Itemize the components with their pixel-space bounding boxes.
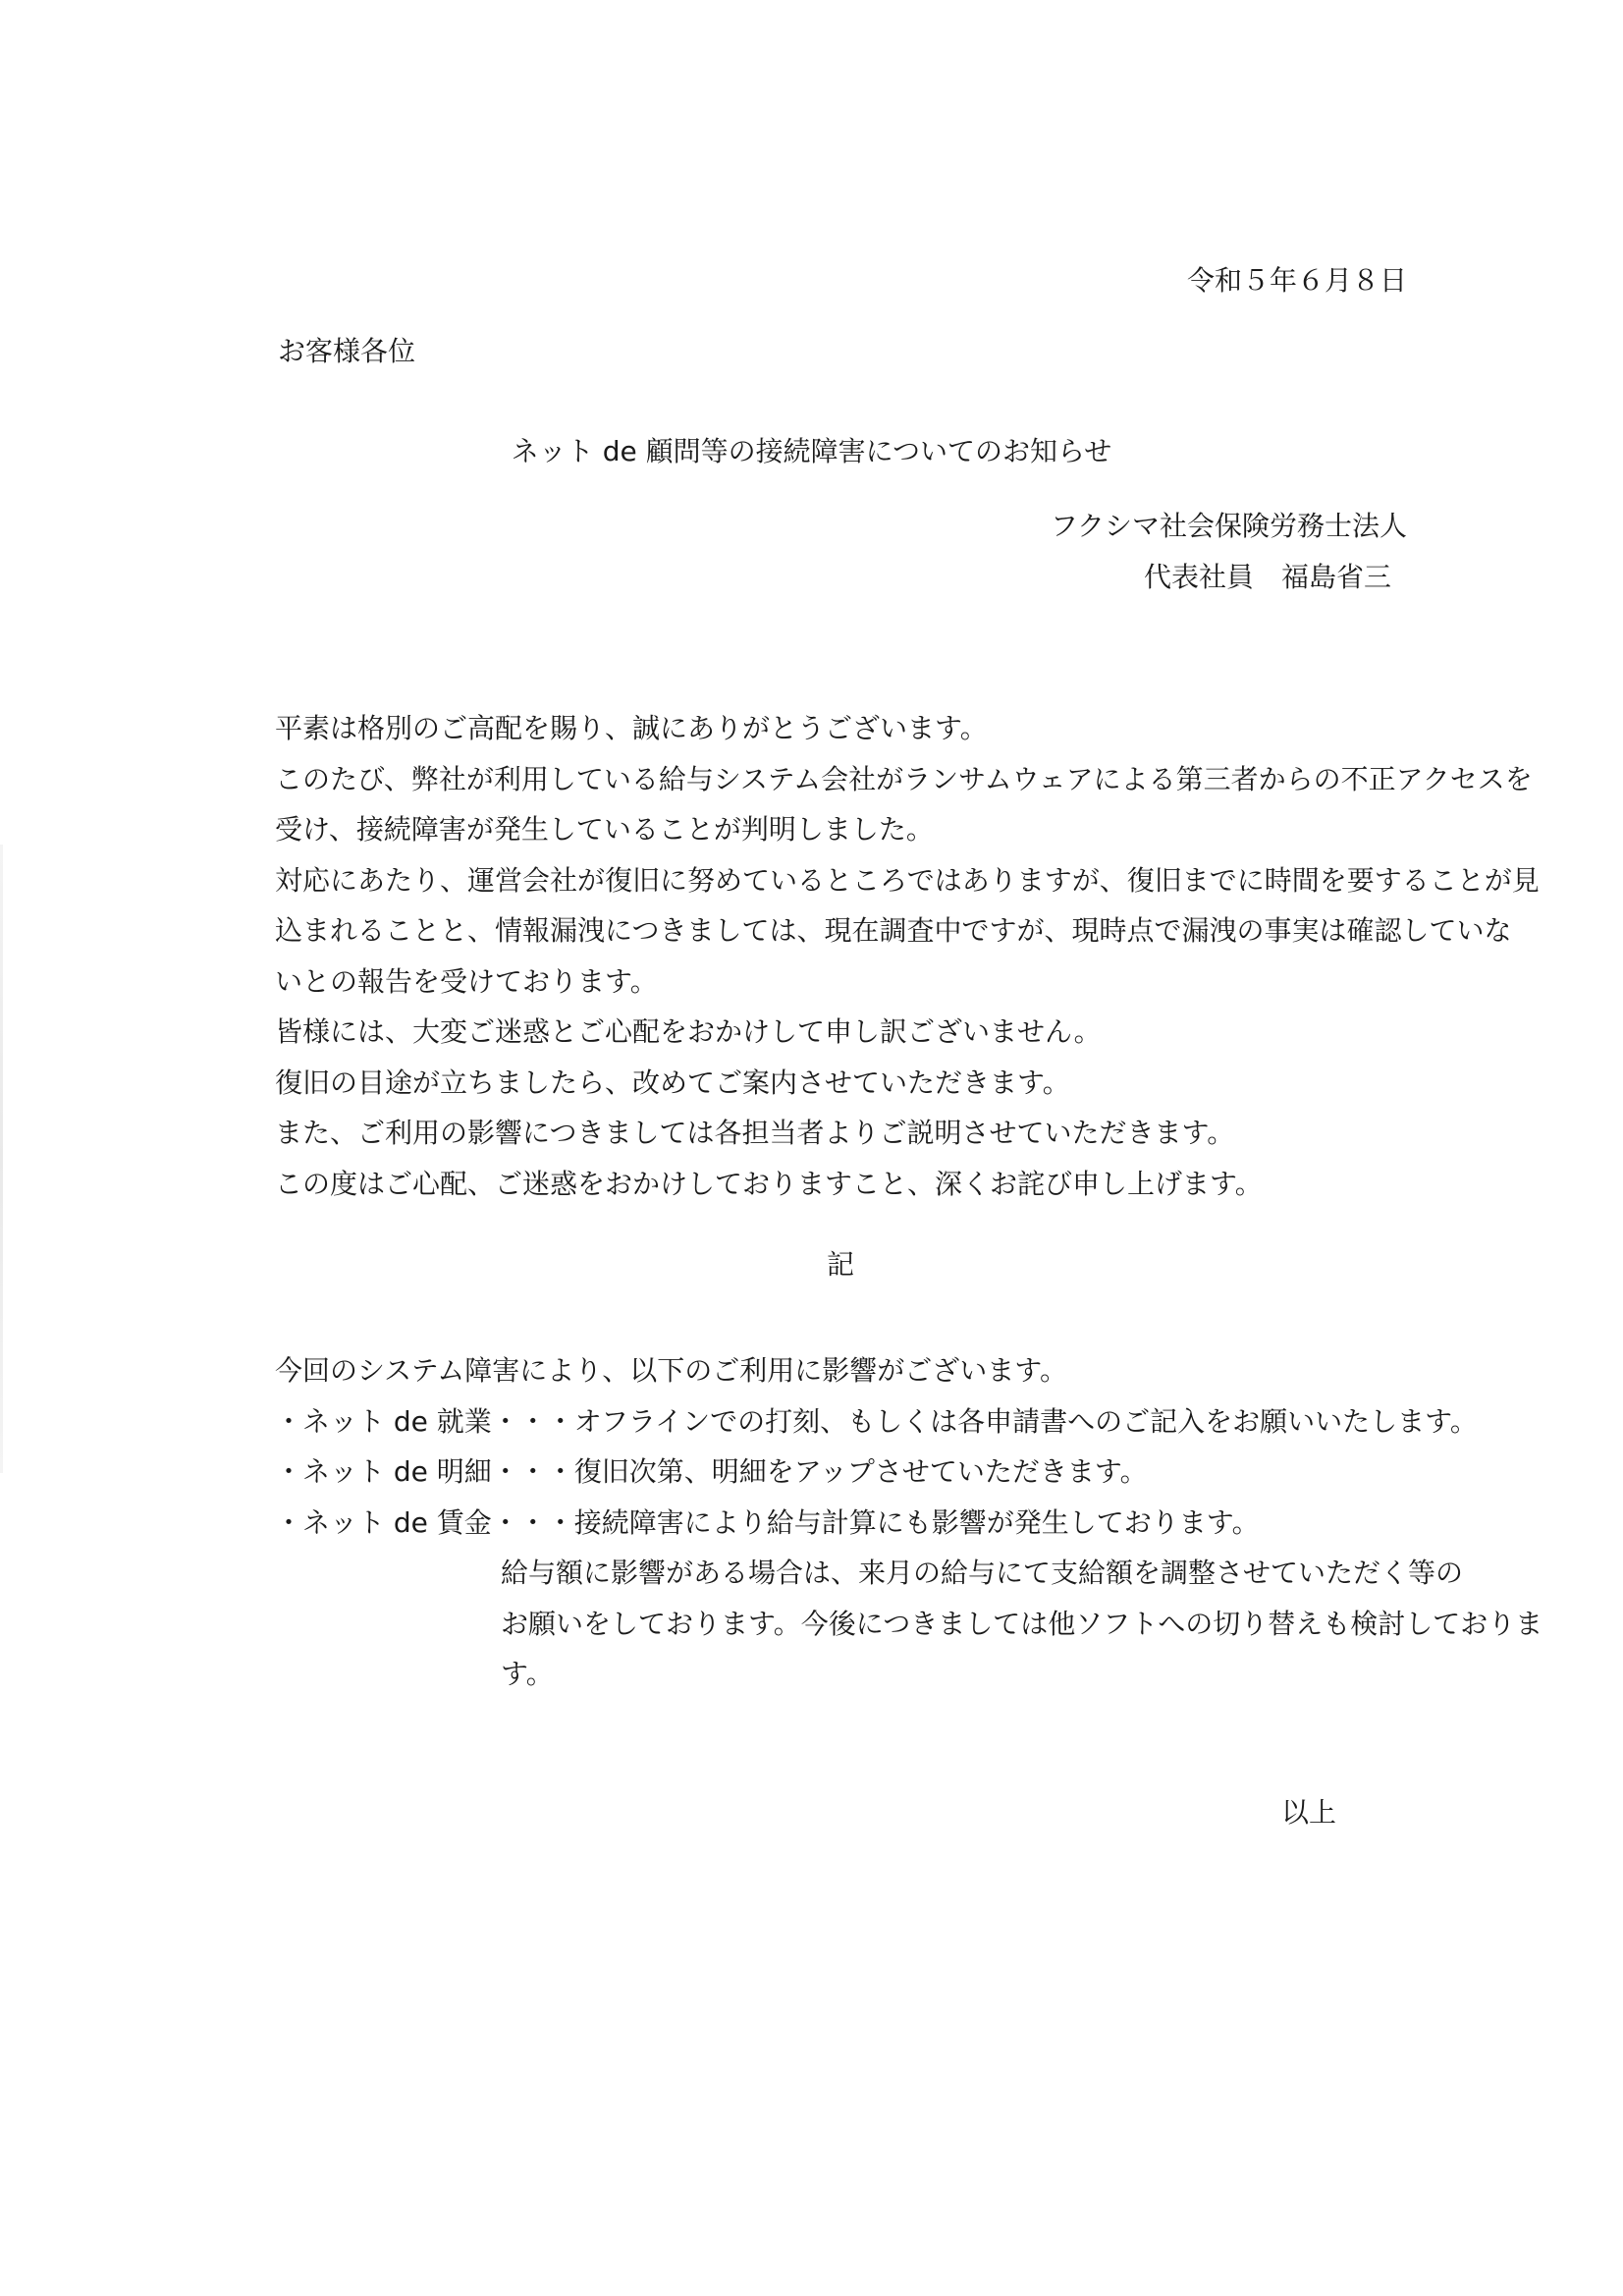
body-paragraph xyxy=(275,703,1540,1209)
document-date: 令和５年６月８日 xyxy=(1186,264,1407,297)
notes-item-chingin-continuation xyxy=(501,1548,1542,1700)
sender-representative: 代表社員 福島省三 xyxy=(1143,561,1391,593)
closing-mark: 以上 xyxy=(1280,1796,1336,1829)
sender-organization: フクシマ社会保険労務士法人 xyxy=(1050,510,1407,542)
body-line: 平素は格別のご高配を賜り、誠にありがとうございます。 xyxy=(275,712,988,744)
notes-intro: 今回のシステム障害により、以下のご利用に影響がございます。 xyxy=(275,1354,1067,1387)
notes-item-shugyo: ・ネット de 就業・・・オフラインでの打刻、もしくは各申請書へのご記入をお願いいたします。 xyxy=(275,1404,1478,1438)
document-title: ネット de 顧問等の接続障害についてのお知らせ xyxy=(511,435,1112,467)
continuation-line: す。 xyxy=(501,1658,554,1690)
body-line: 受け、接続障害が発生していることが判明しました。 xyxy=(275,813,934,846)
continuation-line: お願いをしております。今後につきましては他ソフトへの切り替えも検討しておりま xyxy=(501,1607,1543,1640)
continuation-line: 給与額に影響がある場合は、来月の給与にて支給額を調整させていただく等の xyxy=(501,1557,1464,1589)
notes-item-meisai: ・ネット de 明細・・・復旧次第、明細をアップさせていただきます。 xyxy=(275,1455,1148,1488)
body-line: また、ご利用の影響につきましては各担当者よりご説明させていただきます。 xyxy=(275,1117,1235,1149)
scan-edge-shadow xyxy=(0,845,3,1473)
body-line: 込まれることと、情報漏洩につきましては、現在調査中ですが、現時点で漏洩の事実は確認していな xyxy=(275,914,1512,947)
body-line: いとの報告を受けております。 xyxy=(275,964,658,998)
body-line: 皆様には、大変ご迷惑とご心配をおかけして申し訳ございません。 xyxy=(275,1015,1102,1048)
notes-list xyxy=(275,1345,1478,1548)
notes-item-chingin: ・ネット de 賃金・・・接続障害により給与計算にも影響が発生しております。 xyxy=(275,1505,1260,1539)
notes-heading: 記 xyxy=(826,1248,854,1281)
body-line: 対応にあたり、運営会社が復旧に努めているところではありますが、復旧までに時間を要することが見 xyxy=(275,863,1540,897)
body-line: このたび、弊社が利用している給与システム会社がランサムウェアによる第三者からの不正アクセスを xyxy=(275,762,1533,795)
recipient-line: お客様各位 xyxy=(278,335,416,367)
body-line: この度はご心配、ご迷惑をおかけしておりますこと、深くお詫び申し上げます。 xyxy=(275,1167,1263,1200)
body-line: 復旧の目途が立ちましたら、改めてご案内させていただきます。 xyxy=(275,1066,1070,1099)
